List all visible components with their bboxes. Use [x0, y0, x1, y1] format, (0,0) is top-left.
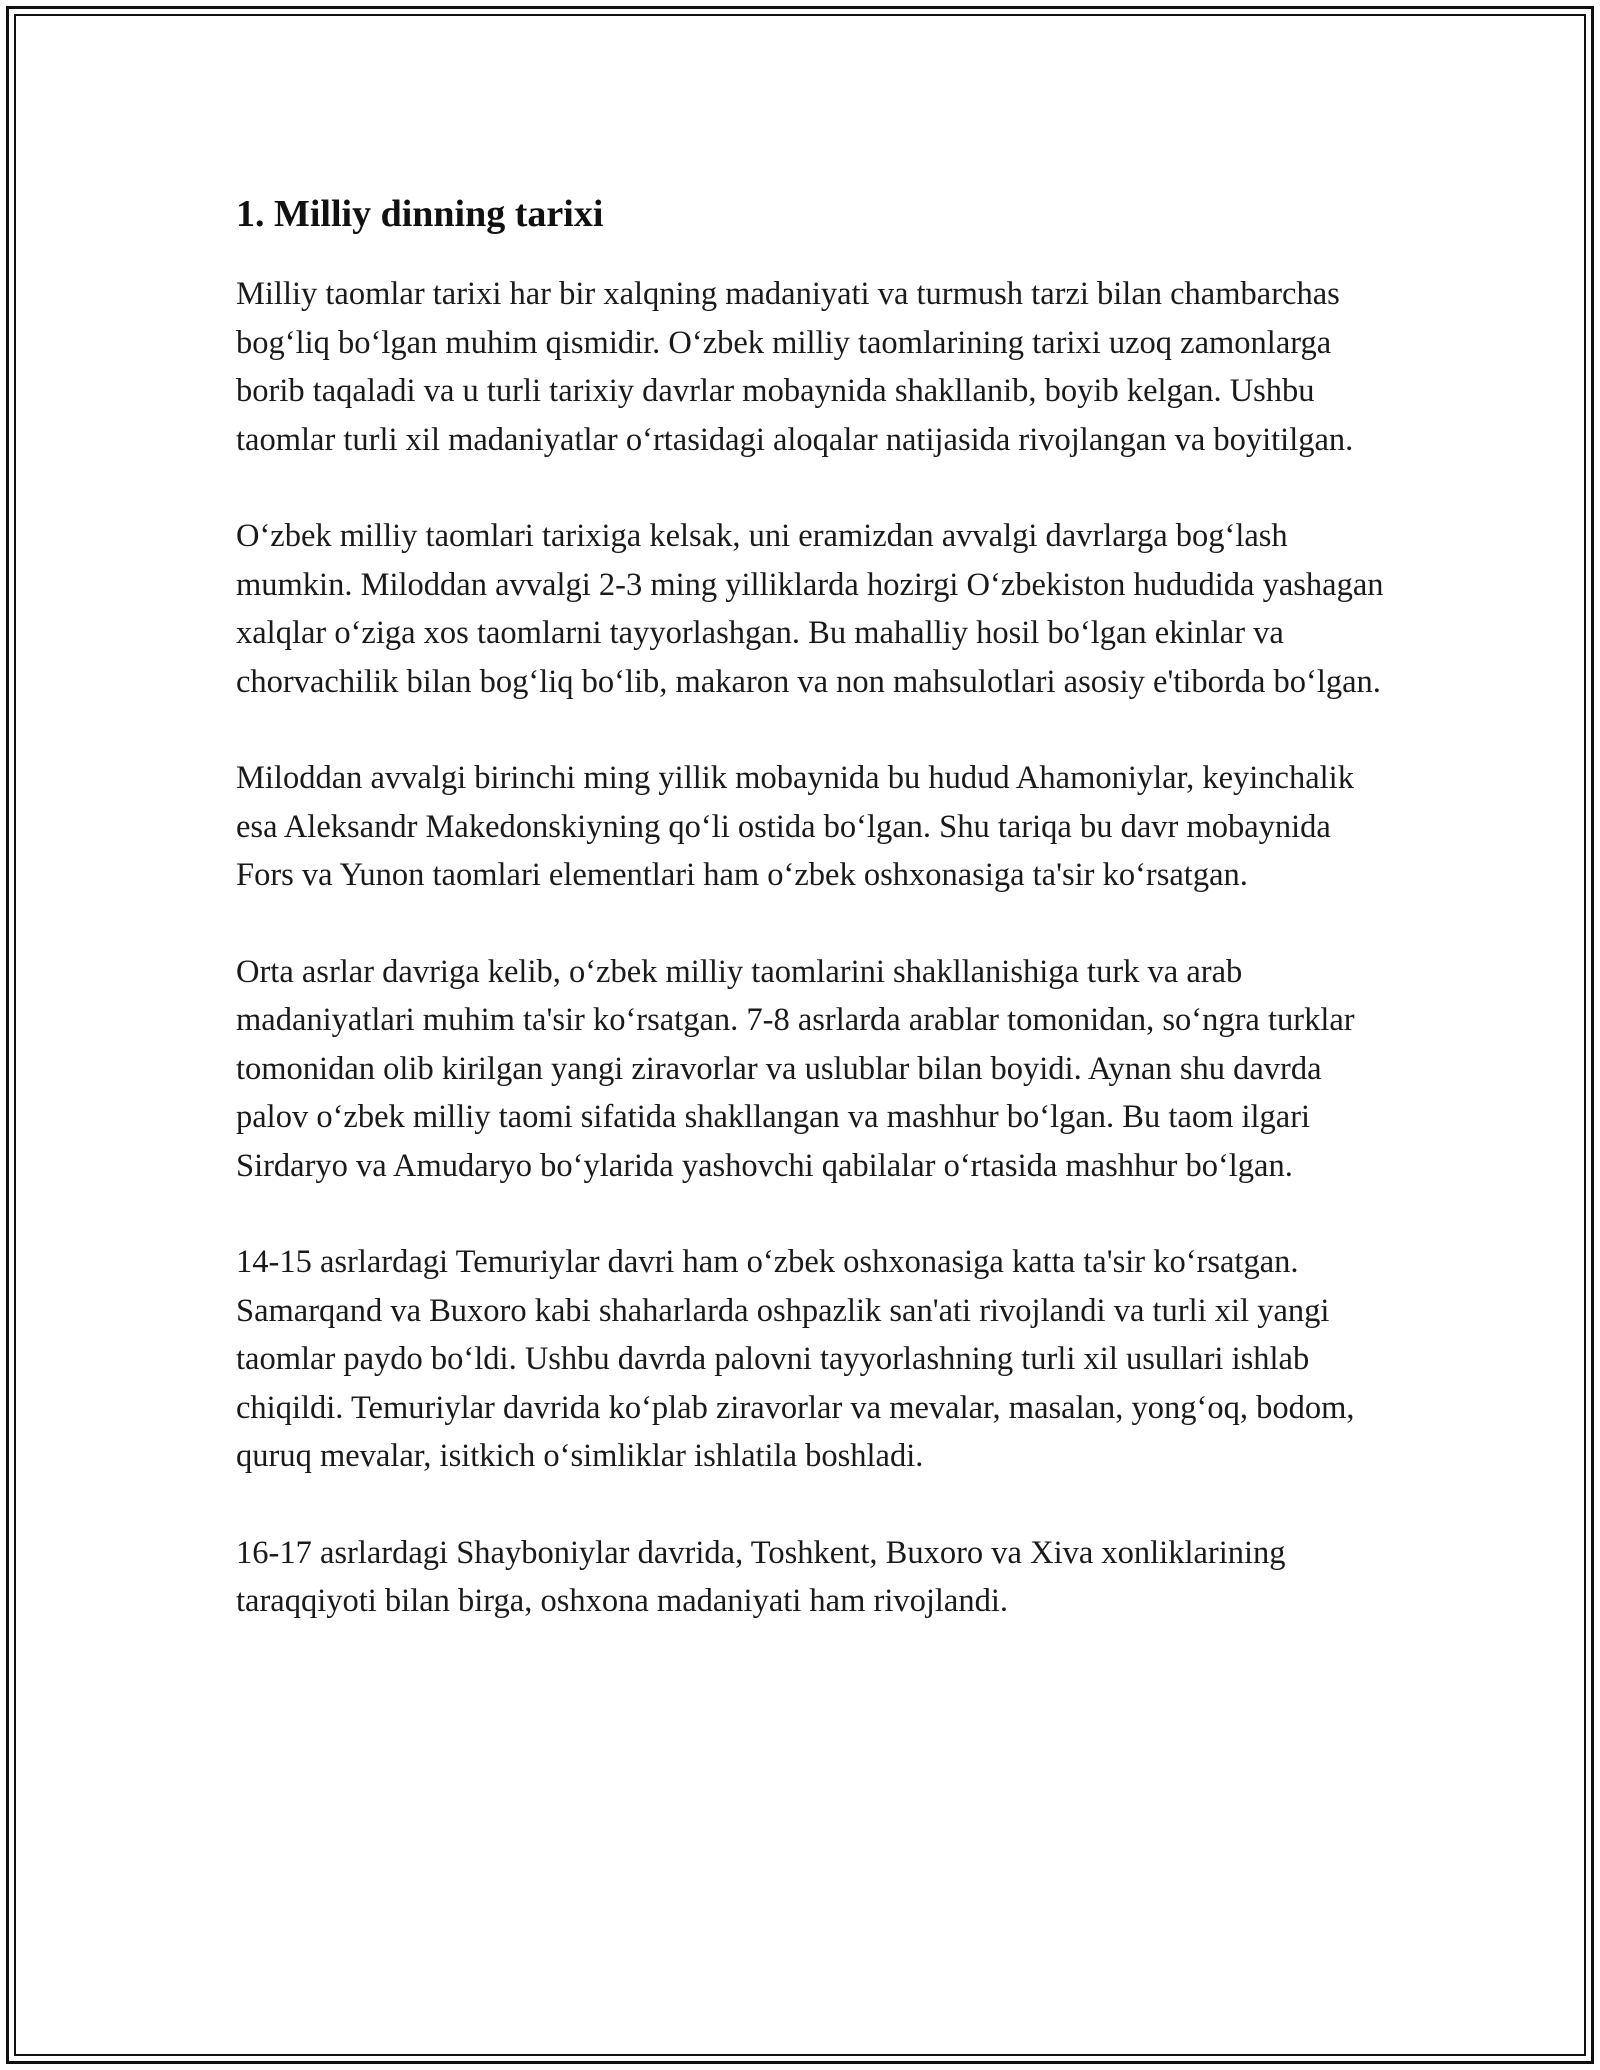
paragraph-5: 14-15 asrlardagi Temuriylar davri ham o‘zbek oshxonasiga katta ta'sir ko‘rsatgan. Samarqand va Buxoro kabi shaharlarda oshpazlik san'ati rivojlandi va turli xil yangi taomlar paydo bo‘ldi. Ushbu davrda palovni tayyorlashning turli xil usullari ishlab chiqildi. Temuriylar davrida ko‘plab ziravorlar va mevalar, masalan, yong‘oq, bodom, quruq mevalar, isitkich o‘simliklar ishlatila boshladi.: [236, 1244, 1355, 1474]
paragraph-4: Orta asrlar davriga kelib, o‘zbek milliy taomlarini shakllanishiga turk va arab madaniyatlari muhim ta'sir ko‘rsatgan. 7-8 asrlarda arablar tomonidan, so‘ngra turklar tomonidan olib kirilgan yangi ziravorlar va uslublar bilan boyidi. Aynan shu davrda palov o‘zbek milliy taomi sifatida shakllangan va mashhur bo‘lgan. Bu taom ilgari Sirdaryo va Amudaryo bo‘ylarida yashovchi qabilalar o‘rtasida mashhur bo‘lgan.: [236, 953, 1355, 1184]
paragraph-3: Miloddan avvalgi birinchi ming yillik mobaynida bu hudud Ahamoniylar, keyinchalik esa Aleksandr Makedonskiyning qo‘li ostida bo‘lgan. Shu tariqa bu davr mobaynida Fors va Yunon taomlari elementlari ham o‘zbek oshxonasiga ta'sir ko‘rsatgan.: [236, 760, 1354, 893]
document-body: [236, 186, 1386, 1674]
section-heading: 1. Milliy dinning tarixi: [236, 193, 604, 235]
paragraph-2: O‘zbek milliy taomlari tarixiga kelsak, uni eramizdan avvalgi davrlarga bog‘lash mumkin. Miloddan avvalgi 2-3 ming yilliklarda hozirgi O‘zbekiston hududida yashagan xalqlar o‘ziga xos taomlarni tayyorlashgan. Bu mahalliy hosil bo‘lgan ekinlar va chorvachilik bilan bog‘liq bo‘lib, makaron va non mahsulotlari asosiy e'tiborda bo‘lgan.: [236, 518, 1384, 700]
paragraph-1: Milliy taomlar tarixi har bir xalqning madaniyati va turmush tarzi bilan chambarchas bog‘liq bo‘lgan muhim qismidir. O‘zbek milliy taomlarining tarixi uzoq zamonlarga borib taqaladi va u turli tarixiy davrlar mobaynida shakllanib, boyib kelgan. Ushbu taomlar turli xil madaniyatlar o‘rtasidagi aloqalar natijasida rivojlangan va boyitilgan.: [236, 276, 1354, 458]
paragraph-6: 16-17 asrlardagi Shayboniylar davrida, Toshkent, Buxoro va Xiva xonliklarining taraqqiyoti bilan birga, oshxona madaniyati ham rivojlandi.: [236, 1534, 1286, 1619]
